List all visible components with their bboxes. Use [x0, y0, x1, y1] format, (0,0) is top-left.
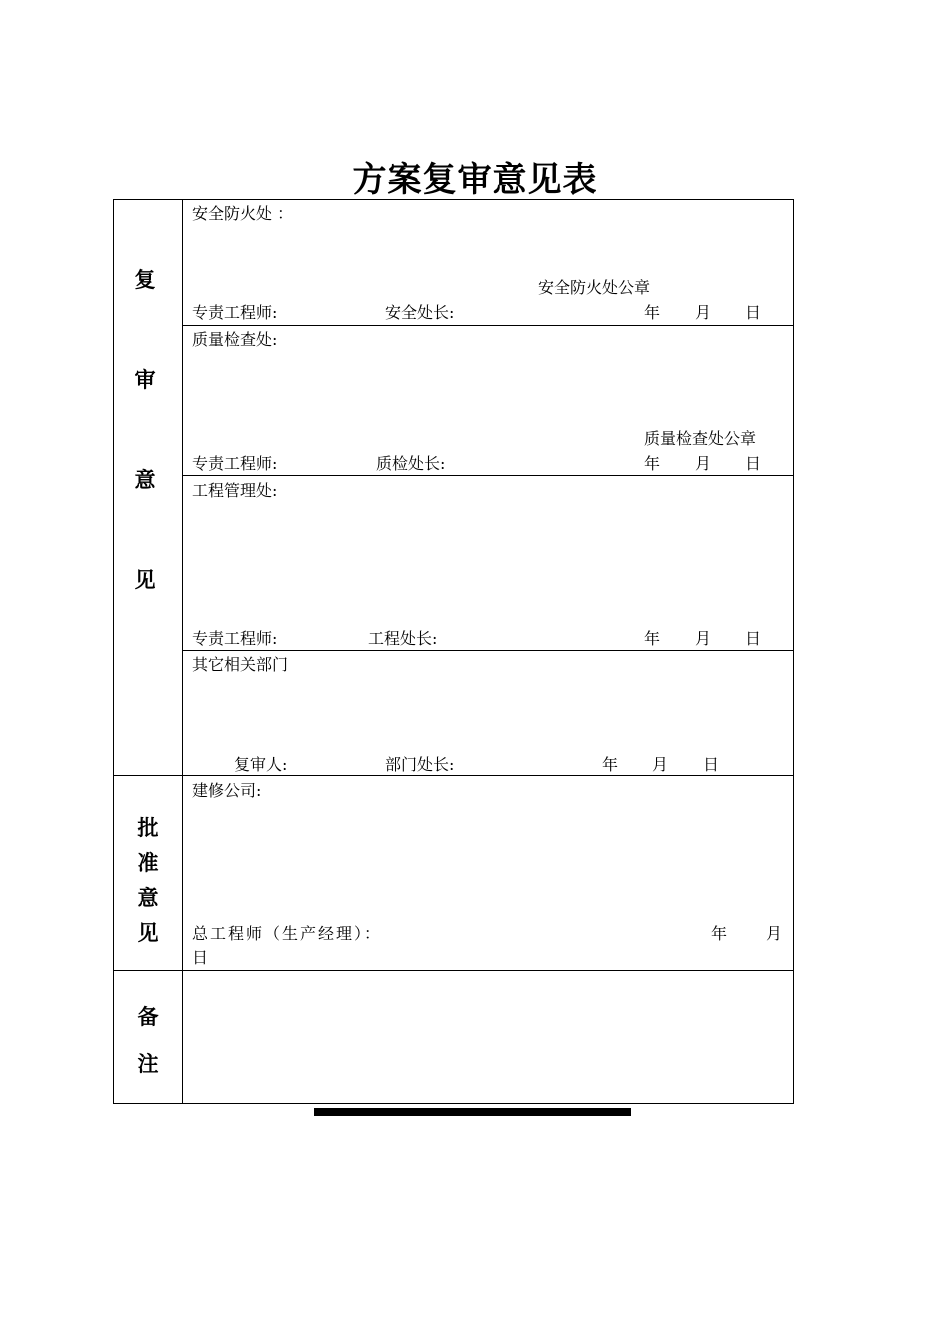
quality-day-label: 日: [745, 454, 762, 473]
other-section-heading: 其它相关部门: [192, 655, 289, 674]
engineering-section-heading: 工程管理处:: [192, 481, 278, 500]
engineering-year-label: 年: [644, 629, 661, 648]
safety-seal-label: 安全防火处公章: [538, 278, 651, 297]
quality-seal-label: 质量检查处公章: [644, 429, 757, 448]
other-month-label: 月: [652, 755, 669, 774]
quality-month-label: 月: [695, 454, 712, 473]
review-form-table: [113, 199, 794, 1104]
engineering-engineer-label: 专责工程师:: [192, 629, 278, 648]
quality-chief-label: 质检处长:: [376, 454, 446, 473]
side-label-remarks-char: 备: [137, 1004, 159, 1029]
side-label-review-char: 复: [134, 267, 156, 292]
row-divider: [182, 325, 793, 326]
other-day-label: 日: [703, 755, 720, 774]
side-label-review-char: 审: [134, 367, 156, 392]
column-divider: [182, 200, 183, 1103]
side-label-review-char: 意: [134, 467, 156, 492]
safety-year-label: 年: [644, 303, 661, 322]
safety-engineer-label: 专责工程师:: [192, 303, 278, 322]
row-divider: [114, 970, 793, 971]
other-chief-label: 部门处长:: [385, 755, 455, 774]
side-label-remarks-char: 注: [137, 1051, 159, 1076]
company-year-label: 年: [711, 924, 728, 943]
row-divider: [182, 650, 793, 651]
safety-section-heading: 安全防火处 ：: [192, 204, 294, 223]
quality-engineer-label: 专责工程师:: [192, 454, 278, 473]
side-label-review-char: 见: [134, 567, 156, 592]
engineering-day-label: 日: [745, 629, 762, 648]
company-section-heading: 建修公司:: [192, 781, 262, 800]
company-month-label: 月: [766, 924, 783, 943]
chief-engineer-label: 总工程师（生产经理）：: [192, 924, 383, 943]
other-year-label: 年: [602, 755, 619, 774]
engineering-month-label: 月: [695, 629, 712, 648]
side-label-approve-char: 准: [137, 850, 159, 875]
other-reviewer-label: 复审人:: [234, 755, 288, 774]
safety-month-label: 月: [695, 303, 712, 322]
quality-section-heading: 质量检查处:: [192, 330, 278, 349]
side-label-approve-char: 见: [137, 920, 159, 945]
company-day-label: 日: [192, 948, 209, 967]
side-label-approve-char: 意: [137, 885, 159, 910]
safety-chief-label: 安全处长:: [385, 303, 455, 322]
form-title: 方案复审意见表: [352, 160, 598, 200]
safety-day-label: 日: [745, 303, 762, 322]
engineering-chief-label: 工程处长:: [368, 629, 438, 648]
quality-year-label: 年: [644, 454, 661, 473]
row-divider: [114, 775, 793, 776]
row-divider: [182, 475, 793, 476]
side-label-approve-char: 批: [137, 815, 159, 840]
footer-rule: [314, 1108, 631, 1116]
